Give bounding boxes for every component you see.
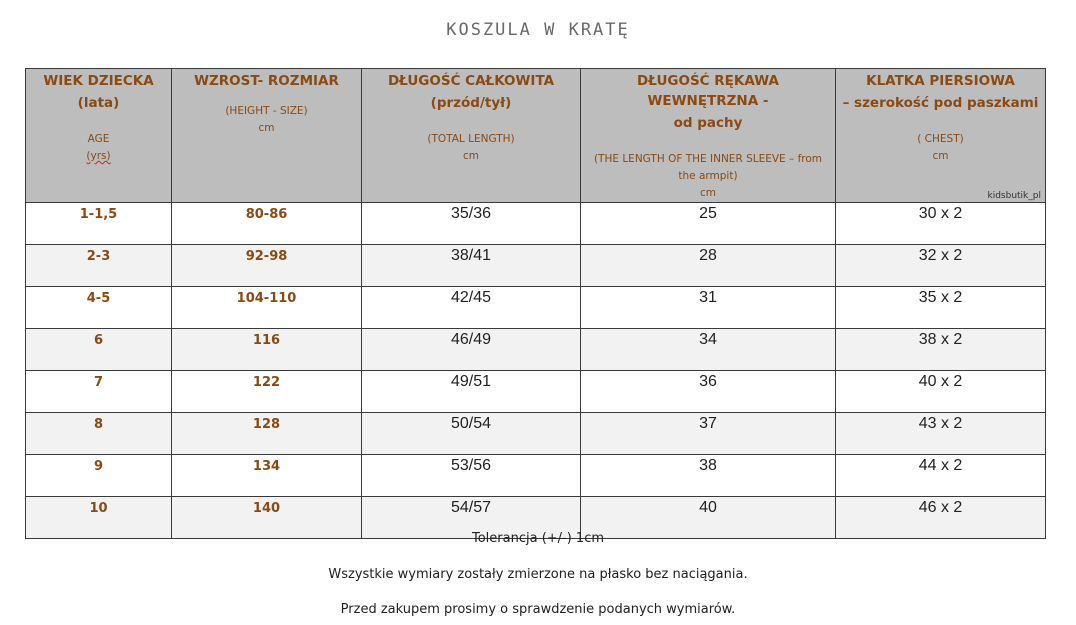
table-row bbox=[26, 455, 1046, 497]
cell-length: 50/54 bbox=[362, 413, 581, 455]
header-length-en: (TOTAL LENGTH) bbox=[427, 133, 515, 145]
note-measured-flat: Wszystkie wymiary zostały zmierzone na płasko bez naciągania. bbox=[328, 567, 748, 582]
header-age bbox=[26, 69, 172, 203]
cell-age: 7 bbox=[26, 371, 172, 413]
table-header-row bbox=[26, 69, 1046, 203]
cell-length: 53/56 bbox=[362, 455, 581, 497]
cell-age: 2-3 bbox=[26, 245, 172, 287]
cell-chest: 43 x 2 bbox=[836, 413, 1046, 455]
header-sleeve-unit: cm bbox=[699, 187, 716, 199]
cell-chest: 30 x 2 bbox=[836, 203, 1046, 245]
cell-sleeve: 34 bbox=[581, 329, 836, 371]
header-chest bbox=[836, 69, 1046, 203]
header-length-title: DŁUGOŚĆ CAŁKOWITA bbox=[387, 73, 555, 89]
cell-sleeve: 38 bbox=[581, 455, 836, 497]
cell-age: 9 bbox=[26, 455, 172, 497]
cell-size: 80-86 bbox=[172, 203, 362, 245]
cell-size: 116 bbox=[172, 329, 362, 371]
cell-sleeve: 40 bbox=[581, 497, 836, 539]
cell-chest: 44 x 2 bbox=[836, 455, 1046, 497]
note-tolerance: Tolerancja (+/-) 1cm bbox=[471, 531, 605, 546]
header-sleeve-title: DŁUGOŚĆ RĘKAWA WEWNĘTRZNA - bbox=[637, 73, 779, 109]
cell-size: 122 bbox=[172, 371, 362, 413]
cell-age: 6 bbox=[26, 329, 172, 371]
header-size bbox=[172, 69, 362, 203]
cell-sleeve: 25 bbox=[581, 203, 836, 245]
cell-age: 10 bbox=[26, 497, 172, 539]
size-chart-table bbox=[25, 68, 1046, 539]
cell-length: 46/49 bbox=[362, 329, 581, 371]
cell-sleeve: 36 bbox=[581, 371, 836, 413]
cell-length: 54/57 bbox=[362, 497, 581, 539]
note-check-before-buying: Przed zakupem prosimy o sprawdzenie podanych wymiarów. bbox=[340, 602, 736, 617]
table-row bbox=[26, 245, 1046, 287]
header-age-title: WIEK DZIECKA bbox=[43, 73, 154, 89]
cell-sleeve: 31 bbox=[581, 287, 836, 329]
cell-size: 128 bbox=[172, 413, 362, 455]
table-row bbox=[26, 287, 1046, 329]
header-sleeve-length bbox=[581, 69, 836, 203]
header-chest-sub: – szerokość pod paszkami bbox=[842, 95, 1039, 111]
header-length-sub: (przód/tył) bbox=[430, 95, 512, 111]
cell-size: 92-98 bbox=[172, 245, 362, 287]
cell-chest: 32 x 2 bbox=[836, 245, 1046, 287]
header-size-unit: cm bbox=[258, 122, 275, 134]
table-row bbox=[26, 413, 1046, 455]
cell-length: 49/51 bbox=[362, 371, 581, 413]
header-size-title: WZROST- ROZMIAR bbox=[194, 73, 339, 89]
page-title: KOSZULA W KRATĘ bbox=[446, 20, 630, 40]
header-length-unit: cm bbox=[462, 150, 479, 162]
header-age-en-unit: (yrs) bbox=[86, 150, 111, 162]
cell-length: 38/41 bbox=[362, 245, 581, 287]
header-chest-en: ( CHEST) bbox=[917, 133, 964, 145]
table-row bbox=[26, 203, 1046, 245]
cell-size: 140 bbox=[172, 497, 362, 539]
header-age-unit: (lata) bbox=[77, 95, 120, 111]
cell-chest: 40 x 2 bbox=[836, 371, 1046, 413]
table-row bbox=[26, 329, 1046, 371]
header-sleeve-en: (THE LENGTH OF THE INNER SLEEVE – from bbox=[593, 153, 823, 165]
cell-size: 134 bbox=[172, 455, 362, 497]
cell-chest: 38 x 2 bbox=[836, 329, 1046, 371]
header-size-en: (HEIGHT - SIZE) bbox=[225, 105, 308, 117]
header-sleeve-en-2: the armpit) bbox=[678, 170, 738, 182]
cell-chest: 35 x 2 bbox=[836, 287, 1046, 329]
header-sleeve-sub: od pachy bbox=[673, 115, 743, 131]
header-age-en: AGE bbox=[87, 133, 110, 145]
cell-sleeve: 37 bbox=[581, 413, 836, 455]
header-chest-unit: cm bbox=[932, 150, 949, 162]
table-row bbox=[26, 371, 1046, 413]
watermark: kidsbutik_pl bbox=[987, 191, 1041, 201]
cell-chest: 46 x 2 bbox=[836, 497, 1046, 539]
cell-length: 35/36 bbox=[362, 203, 581, 245]
header-chest-title: KLATKA PIERSIOWA bbox=[866, 73, 1015, 89]
cell-age: 8 bbox=[26, 413, 172, 455]
cell-length: 42/45 bbox=[362, 287, 581, 329]
cell-age: 1-1,5 bbox=[26, 203, 172, 245]
cell-sleeve: 28 bbox=[581, 245, 836, 287]
header-total-length bbox=[362, 69, 581, 203]
cell-age: 4-5 bbox=[26, 287, 172, 329]
cell-size: 104-110 bbox=[172, 287, 362, 329]
